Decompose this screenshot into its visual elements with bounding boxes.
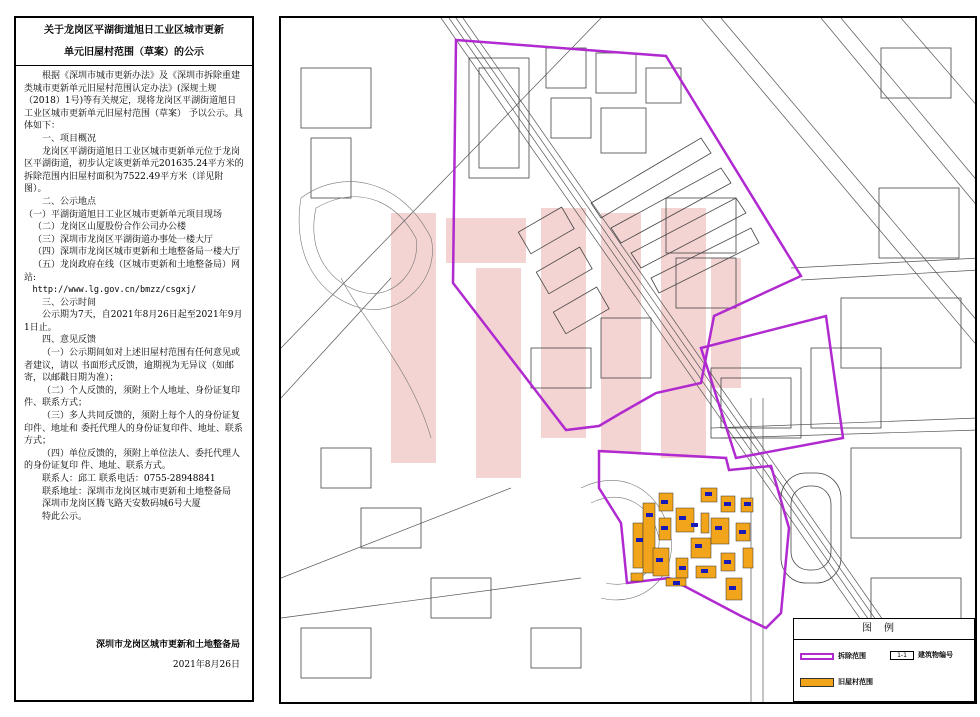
map-drawing <box>281 18 977 704</box>
notice-item: （二）龙岗区山厦股份合作公司办公楼 <box>33 222 187 233</box>
notice-paragraph: 公示期为7天，自2021年8月26日起至2021年9月1日止。 <box>24 310 243 333</box>
notice-signature: 深圳市龙岗区城市更新和土地整备局 <box>95 640 240 650</box>
notice-title-line1: 关于龙岗区平湖街道旭日工业区城市更新 <box>44 24 224 36</box>
legend-old-village-label: 旧屋村范围 <box>838 678 873 686</box>
notice-item: （四）单位反馈的，须附上单位法人、委托代理人的身份证复印 件、地址、联系方式。 <box>24 448 241 472</box>
site-map[interactable] <box>279 16 977 704</box>
legend-demolition <box>800 651 866 661</box>
notice-item: （一）平湖街道旭日工业区城市更新单元项目现场 <box>24 209 223 220</box>
notice-date: 2021年8月26日 <box>172 660 240 670</box>
notice-heading: 三、公示时间 <box>42 297 97 308</box>
notice-item: （一）公示期间如对上述旧屋村范围有任何意见或者建议，请以 书面形式反馈，逾期视为无异议（如邮寄，以邮戳日期为准）； <box>24 348 241 384</box>
legend-building-code <box>890 650 953 660</box>
notice-title <box>16 18 252 66</box>
notice-title-line2: 单元旧屋村范围（草案）的公示 <box>64 46 204 58</box>
building-code-swatch: 1-1 <box>890 651 914 660</box>
contact-address: 联系地址：深圳市龙岗区城市更新和土地整备局 <box>42 486 232 497</box>
notice-item: （二）个人反馈的，须附上个人地址、身份证复印件、联系方式； <box>24 385 241 409</box>
notice-panel <box>14 16 254 702</box>
notice-heading: 四、意见反馈 <box>42 335 97 346</box>
notice-item: （三）深圳市龙岗区平湖街道办事处一楼大厅 <box>33 234 214 245</box>
legend-demolition-label: 拆除范围 <box>838 652 866 660</box>
demolition-swatch <box>800 653 834 660</box>
map-legend <box>793 618 975 702</box>
old-village-swatch <box>800 678 834 687</box>
notice-body <box>16 66 252 523</box>
contact-person: 联系人：邱工 联系电话：0755-28948841 <box>42 474 216 484</box>
contact-address-line2: 深圳市龙岗区腾飞路天安数码城6号大厦 <box>42 499 201 510</box>
old-village-area <box>631 488 753 600</box>
legend-title: 图例 <box>794 619 974 640</box>
notice-item: （三）多人共同反馈的，须附上每个人的身份证复印件、地址和 委托代理人的身份证复印件、地址、联系方式； <box>24 411 243 447</box>
notice-item: （四）深圳市龙岗区城市更新和土地整备局一楼大厅 <box>33 247 241 258</box>
notice-heading: 二、公示地点 <box>42 196 97 207</box>
website-url[interactable]: http://www.lg.gov.cn/bmzz/csgxj/ <box>32 285 197 296</box>
legend-building-code-label: 建筑物编号 <box>918 651 953 659</box>
notice-item: （五）龙岗政府在线（区城市更新和土地整备局）网站: <box>24 259 241 283</box>
notice-heading: 一、项目概况 <box>42 133 97 144</box>
watermark <box>391 208 741 478</box>
closing-text: 特此公示。 <box>42 511 88 522</box>
legend-old-village <box>800 677 873 687</box>
notice-paragraph: 根据《深圳市城市更新办法》及《深圳市拆除重建类城市更新单元旧屋村范围认定办法》(深规土规（2018）1号)等有关规定，现将龙岗区平湖街道旭日工业区城市更新单元旧屋村范围（草案） 予以公示。具体如下： <box>24 71 243 132</box>
notice-paragraph: 龙岗区平湖街道旭日工业区城市更新单元位于龙岗区平湖街道，初步认定该更新单元201635.24平方米的拆除范围内旧屋村面积为7522.49平方米（详见附图）。 <box>24 146 244 195</box>
